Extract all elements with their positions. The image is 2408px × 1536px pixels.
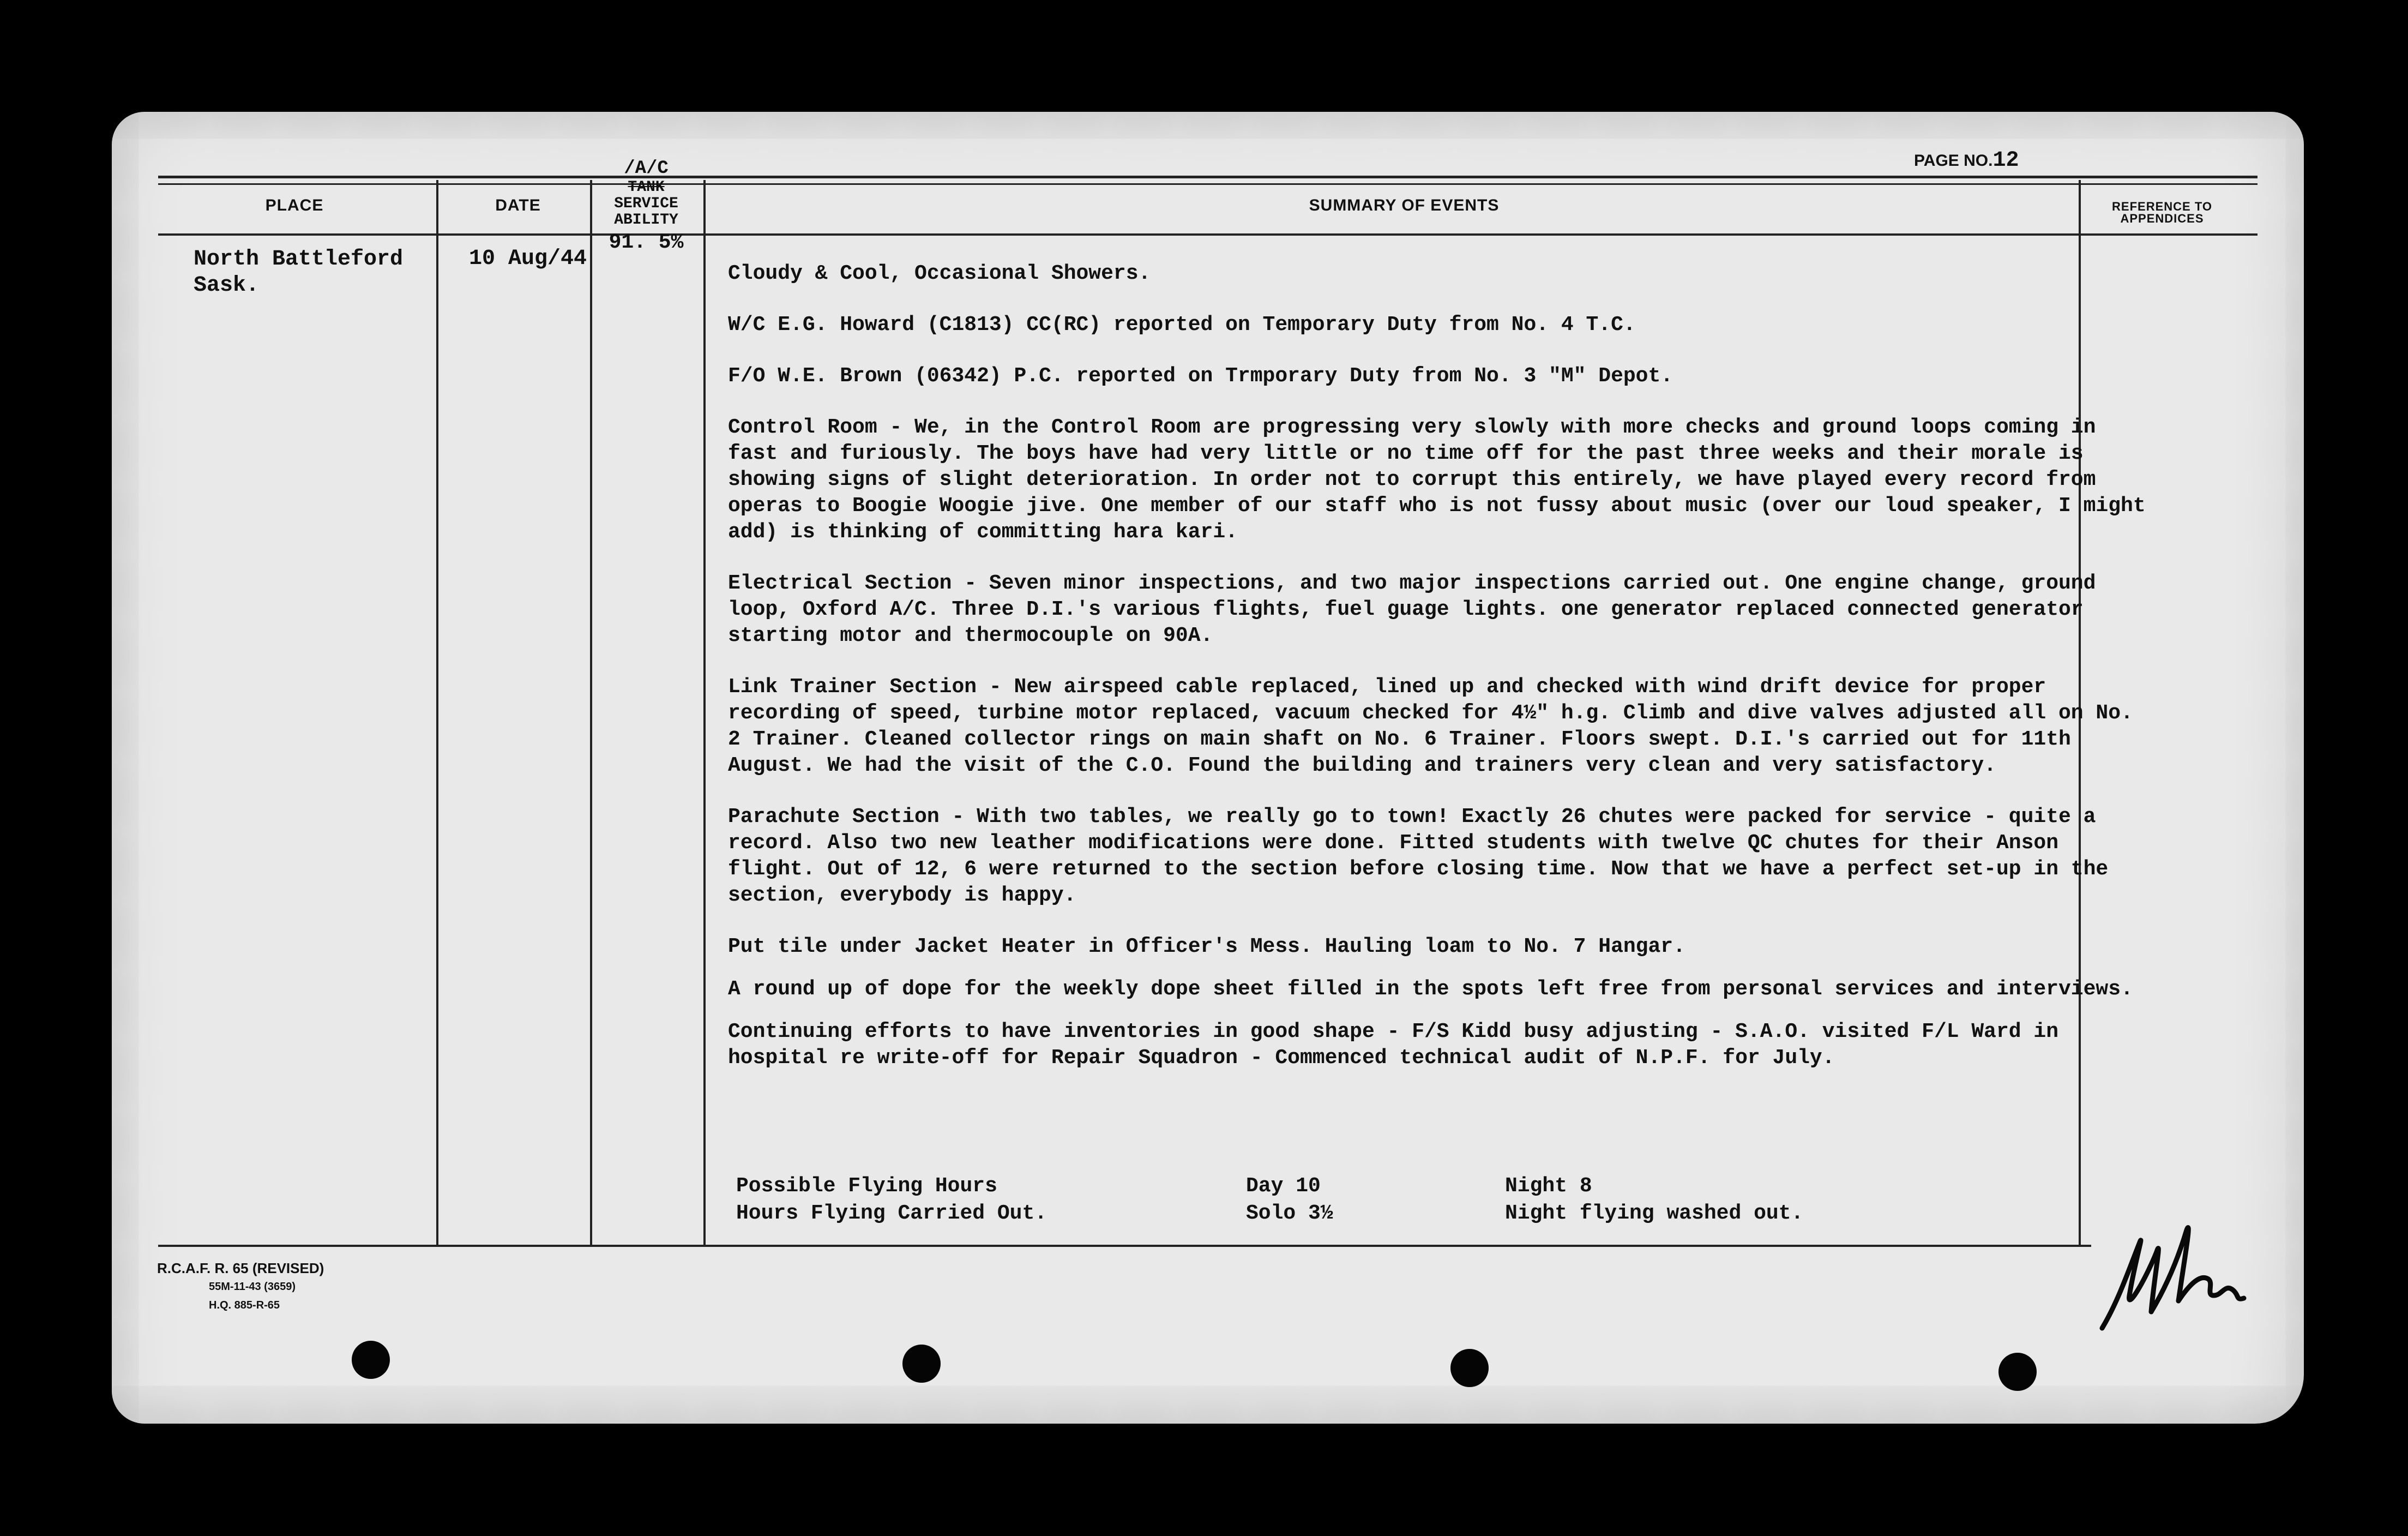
header-place: PLACE — [265, 196, 324, 214]
col-divider-service-summary — [703, 180, 706, 1246]
top-rule — [158, 176, 2258, 178]
punch-hole — [352, 1341, 390, 1379]
col-divider-place-date — [436, 180, 438, 1246]
summary-paragraph: Cloudy & Cool, Occasional Showers. — [728, 262, 1151, 285]
serviceability-column — [597, 158, 695, 254]
signature — [2097, 1219, 2249, 1339]
form-print-code: 55M-11-43 (3659) — [209, 1281, 296, 1293]
place-line-2: Sask. — [194, 273, 260, 298]
serviceability-value: 91. 5% — [609, 231, 684, 254]
summary-paragraph: Control Room - We, in the Control Room are progressing very slowly with more checks and ground loops coming in fast and furiously. The boys have had very little or no time off for the past three weeks and their morale is showing signs of slight deterioration. In order not to corrupt this entirely, we have played every record from operas to Boogie Woogie jive. One member of our staff who is not fussy about music (over our loud speaker, I might add) is thinking of committing hara kari. — [728, 416, 2146, 544]
form-identifier — [157, 1259, 324, 1315]
header-reference: REFERENCE TO APPENDICES — [2112, 200, 2212, 225]
summary-paragraph: Parachute Section - With two tables, we really go to town! Exactly 26 chutes were packed for service - quite a record. Also two new leather modifications were done. Fitted students with twelve QC chutes for their Anson flight. Out of 12, 6 were returned to the section before closing time. Now that we have a perfect set-up in the section, everybody is happy. — [728, 805, 2109, 907]
possible-flying-hours-label: Possible Flying Hours — [736, 1174, 997, 1198]
summary-paragraph: Continuing efforts to have inventories in good shape - F/S Kidd busy adjusting - S.A.O. visited F/L Ward in hospital re write-off for Repair Squadron - Commenced technical audit of N.P.F. for July. — [728, 1020, 2058, 1070]
col-divider-date-service — [590, 180, 592, 1246]
aircraft-label: /A/C — [624, 158, 669, 179]
header-serviceability: SERVICE ABILITY — [614, 195, 678, 229]
bottom-rule — [158, 1245, 2091, 1247]
place-line-1: North Battleford — [194, 247, 404, 272]
summary-paragraph: Put tile under Jacket Heater in Officer's Mess. Hauling loam to No. 7 Hangar. — [728, 935, 1685, 958]
day-hours: Day 10 — [1246, 1174, 1321, 1198]
flying-hours-day — [1246, 1173, 1333, 1227]
night-hours: Night 8 — [1505, 1174, 1592, 1198]
summary-paragraph: Electrical Section - Seven minor inspections, and two major inspections carried out. One engine change, ground loop, Oxford A/C. Three D.I.'s various flights, fuel guage lights. one generator replaced connected generator starting motor and thermocouple on 90A. — [728, 572, 2096, 647]
summary-paragraph: Link Trainer Section - New airspeed cable replaced, lined up and checked with wind drift device for proper recording of speed, turbine motor replaced, vacuum checked for 4½" h.g. Climb and dive valves adjusted all on No. 2 Trainer. Cleaned collector rings on main shaft on No. 6 Trainer. Floors swept. D.I.'s carried out for 11th August. We had the visit of the C.O. Found the building and trainers very clean and very satisfactory. — [728, 675, 2133, 777]
summary-paragraph: A round up of dope for the weekly dope sheet filled in the spots left free from personal services and interviews. — [728, 977, 2133, 1001]
header-date: DATE — [495, 196, 541, 214]
place-entry — [194, 247, 403, 299]
flying-hours-labels — [736, 1173, 1047, 1227]
struck-word: TANK — [628, 179, 665, 196]
form-hq-reference: H.Q. 885-R-65 — [209, 1299, 280, 1311]
summary-paragraph: F/O W.E. Brown (06342) P.C. reported on Trmporary Duty from No. 3 "M" Depot. — [728, 364, 1673, 388]
solo-hours: Solo 3½ — [1246, 1202, 1333, 1225]
flying-hours-night — [1505, 1173, 1803, 1227]
page-number: PAGE NO.12 — [1914, 148, 2019, 173]
summary-of-events — [728, 261, 2157, 1096]
form-name: R.C.A.F. R. 65 (REVISED) — [157, 1260, 324, 1276]
header-bottom-rule — [158, 233, 2258, 236]
top-rule-2 — [158, 183, 2258, 185]
summary-paragraph: W/C E.G. Howard (C1813) CC(RC) reported on Temporary Duty from No. 4 T.C. — [728, 313, 1636, 337]
punch-hole — [902, 1345, 941, 1383]
header-summary: SUMMARY OF EVENTS — [1309, 196, 1500, 214]
night-flying-note: Night flying washed out. — [1505, 1202, 1804, 1225]
punch-hole — [1450, 1349, 1489, 1387]
date-entry: 10 Aug/44 — [469, 247, 587, 271]
hours-carried-out-label: Hours Flying Carried Out. — [736, 1202, 1048, 1225]
punch-hole — [1998, 1353, 2037, 1391]
